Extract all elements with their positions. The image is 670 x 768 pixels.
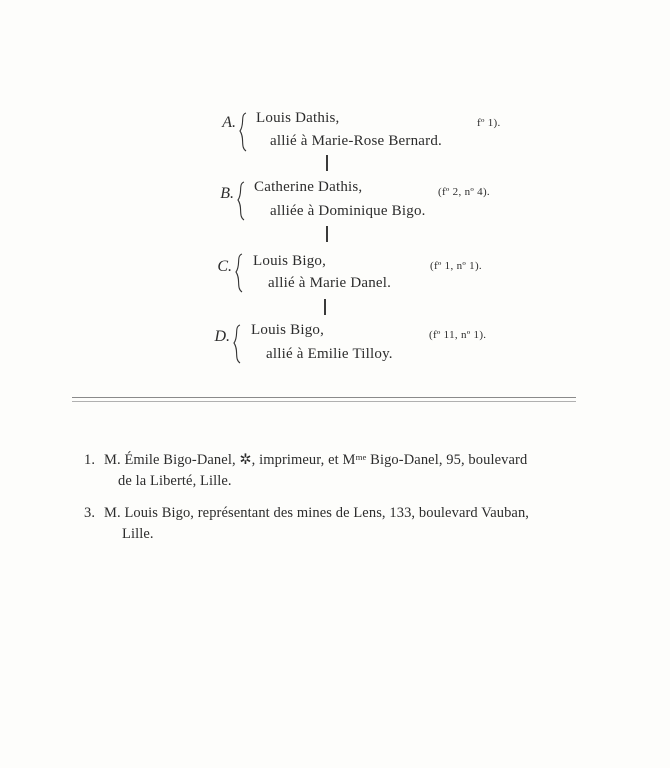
entry-reference: fº 1). <box>477 117 501 129</box>
entry-letter: A. <box>222 114 236 131</box>
footnote-number: 1. <box>84 452 96 468</box>
separator-rule <box>72 397 576 398</box>
brace-icon <box>234 181 248 221</box>
brace-icon <box>236 112 250 152</box>
entry-alliance: allié à Marie Danel. <box>268 275 392 291</box>
entry-letter: B. <box>220 185 234 202</box>
entry-letter: D. <box>214 328 230 345</box>
genealogy-entry-a <box>0 110 670 158</box>
entry-letter: C. <box>217 258 232 275</box>
entry-name: Catherine Dathis, <box>254 179 363 195</box>
descent-line <box>326 226 328 242</box>
genealogy-entry-d <box>0 320 670 368</box>
footnote-text: M. Émile Bigo-Danel, ✲, imprimeur, et Mᵐᵉ Bigo-Danel, 95, boulevard <box>104 452 528 468</box>
footnote-text: M. Louis Bigo, représentant des mines de Lens, 133, boulevard Vauban, <box>104 505 530 521</box>
entry-name: Louis Bigo, <box>251 322 325 338</box>
footnote <box>84 450 584 494</box>
genealogy-entry-b <box>0 177 670 225</box>
descent-line <box>326 155 328 171</box>
brace-icon <box>230 324 244 364</box>
entry-reference: (fº 1, nº 1). <box>430 260 482 272</box>
footnote-text-continued: Lille. <box>122 526 154 542</box>
descent-line <box>324 299 326 315</box>
entry-alliance: allié à Marie-Rose Bernard. <box>270 133 442 149</box>
footnote-text-continued: de la Liberté, Lille. <box>118 473 232 489</box>
separator-rule <box>72 401 576 402</box>
brace-icon <box>232 253 246 293</box>
entry-alliance: alliée à Dominique Bigo. <box>270 203 426 219</box>
entry-alliance: allié à Emilie Tilloy. <box>266 346 393 362</box>
entry-name: Louis Dathis, <box>256 110 340 126</box>
entry-reference: (fº 2, nº 4). <box>438 186 490 198</box>
genealogy-entry-c <box>0 249 670 297</box>
entry-name: Louis Bigo, <box>253 253 327 269</box>
footnote <box>84 503 584 547</box>
entry-reference: (fº 11, nº 1). <box>429 329 487 341</box>
footnote-number: 3. <box>84 505 96 521</box>
